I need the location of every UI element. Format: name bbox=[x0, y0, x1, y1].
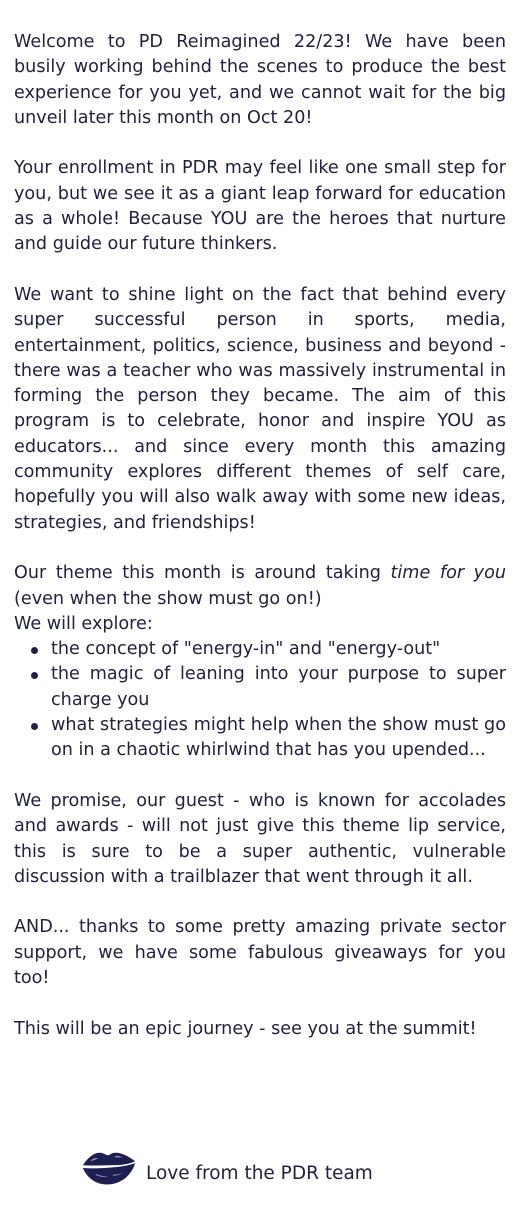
explore-list bbox=[14, 637, 506, 763]
enrollment-paragraph: Your enrollment in PDR may feel like one small step for you, but we see it as a giant leap forward for education as a whole! Because YOU are the heroes that nurture and guide our future thinkers. bbox=[14, 158, 506, 255]
welcome-paragraph: Welcome to PD Reimagined 22/23! We have been busily working behind the scenes to produce the best experience for you yet, and we cannot wait for the big unveil later this month on Oct 20! bbox=[14, 32, 506, 128]
giveaways-paragraph: AND... thanks to some pretty amazing private sector support, we have some fabulous giveaways for you too! bbox=[14, 917, 506, 988]
signature bbox=[80, 1146, 373, 1190]
list-item: the magic of leaning into your purpose to super charge you bbox=[14, 662, 506, 713]
explore-heading: We will explore: bbox=[14, 613, 153, 634]
lips-kiss-icon bbox=[80, 1146, 138, 1190]
list-item: what strategies might help when the show must go on in a chaotic whirlwind that has you upended... bbox=[14, 713, 506, 764]
list-item: the concept of "energy-in" and "energy-out" bbox=[14, 637, 506, 662]
letter-body bbox=[14, 30, 506, 1042]
theme-paragraph bbox=[14, 561, 506, 612]
guest-paragraph: We promise, our guest - who is known for accolades and awards - will not just give this theme lip service, this is sure to be a super authentic, vulnerable discussion with a trailblazer that went through it all. bbox=[14, 790, 506, 887]
theme-intro: Our theme this month is around taking bbox=[14, 563, 391, 584]
theme-emphasis: time for you bbox=[390, 563, 506, 584]
theme-rest: (even when the show must go on!) bbox=[14, 588, 322, 609]
closing-paragraph: This will be an epic journey - see you at the summit! bbox=[14, 1018, 477, 1039]
signature-text: Love from the PDR team bbox=[146, 1162, 373, 1184]
teacher-paragraph: We want to shine light on the fact that behind every super successful person in sports, media, entertainment, politics, science, business and beyond - there was a teacher who was massively instrumental in forming the person they became. The aim of this program is to celebrate, honor and inspire YOU as educators... and since every month this amazing community explores different themes of self care, hopefully you will also walk away with some new ideas, strategies, and friendships! bbox=[14, 284, 506, 533]
